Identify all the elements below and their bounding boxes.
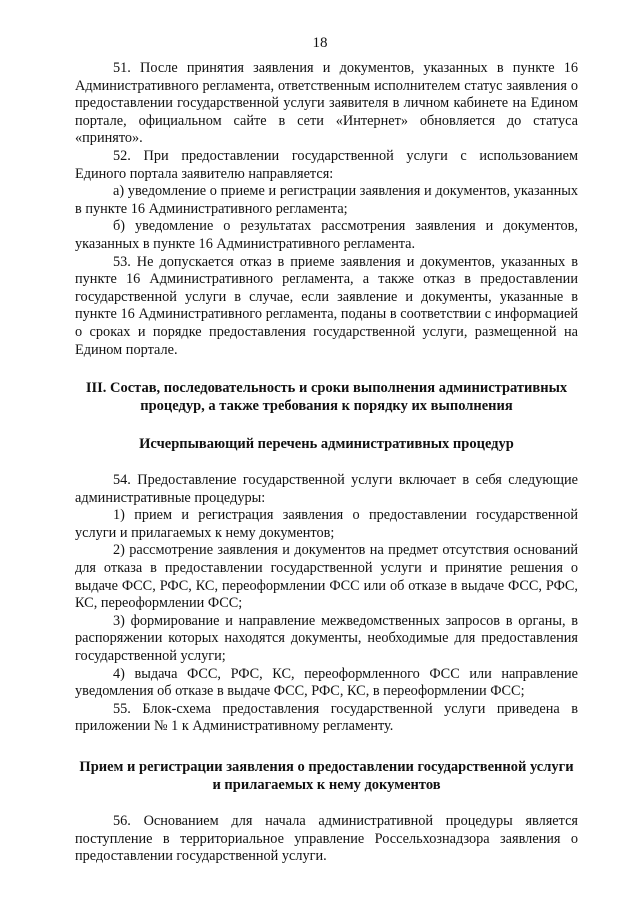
paragraph: 4) выдача ФСС, РФС, КС, переоформленного ФСС или направление уведомления об отказе в выдаче ФСС, РФС, КС, в переоформлении ФСС;: [75, 665, 578, 700]
section-heading: III. Состав, последовательность и сроки выполнения административных процедур, а также требования к порядку их выполнения: [85, 380, 568, 415]
paragraph: б) уведомление о результатах рассмотрения заявления и документов, указанных в пункте 16 Административного регламента.: [75, 218, 578, 252]
paragraph: 51. После принятия заявления и документов, указанных в пункте 16 Административного регламента, ответственным исполнителем статус заявления о предоставлении государственной услуги заявителя в личном кабинете на Едином портале, официальном сайте в сети «Интернет» обновляется до статуса «принято».: [75, 60, 578, 147]
page-number: 18: [312, 35, 328, 51]
spacer: [75, 415, 578, 435]
spacer: [75, 359, 578, 379]
subsection-heading: Прием и регистрации заявления о предоставлении государственной услуги и прилагаемых к нему документов: [79, 759, 574, 793]
paragraph: 56. Основанием для начала административной процедуры является поступление в территориальное управление Россельхознадзора заявления о предоставлении государственной услуги.: [75, 813, 578, 865]
spacer: [75, 453, 578, 472]
spacer: [75, 736, 578, 758]
spacer: [75, 794, 578, 813]
paragraph: 53. Не допускается отказ в приеме заявления и документов, указанных в пункте 16 Административного регламента, а также отказ в предоставлении государственной услуги в случае, если заявление и документы, указанные в пункте 16 Административного регламента, поданы в соответствии с информацией о сроках и порядке предоставления государственной услуги, размещенной на Едином портале.: [75, 253, 578, 358]
paragraph: 54. Предоставление государственной услуги включает в себя следующие административные процедуры:: [75, 472, 578, 506]
paragraph: 55. Блок-схема предоставления государственной услуги приведена в приложении № 1 к Административному регламенту.: [75, 700, 578, 735]
paragraph: 3) формирование и направление межведомственных запросов в органы, в распоряжении которых находятся документы, необходимые для предоставления государственной услуги;: [75, 612, 578, 665]
paragraph: 52. При предоставлении государственной услуги с использованием Единого портала заявителю направляется:: [75, 147, 578, 182]
paragraph: 1) прием и регистрация заявления о предоставлении государственной услуги и прилагаемых к нему документов;: [75, 507, 578, 541]
subsection-heading: Исчерпывающий перечень административных процедур: [139, 436, 514, 453]
paragraph: 2) рассмотрение заявления и документов на предмет отсутствия оснований для отказа в предоставлении государственной услуги и принятие решения о выдаче ФСС, РФС, КС, переоформлении ФСС или об отказе в выдаче ФСС, РФС, КС, переоформлении ФСС;: [75, 542, 578, 612]
paragraph: а) уведомление о приеме и регистрации заявления и документов, указанных в пункте 16 Административного регламента;: [75, 183, 578, 217]
document-body: [75, 60, 578, 866]
